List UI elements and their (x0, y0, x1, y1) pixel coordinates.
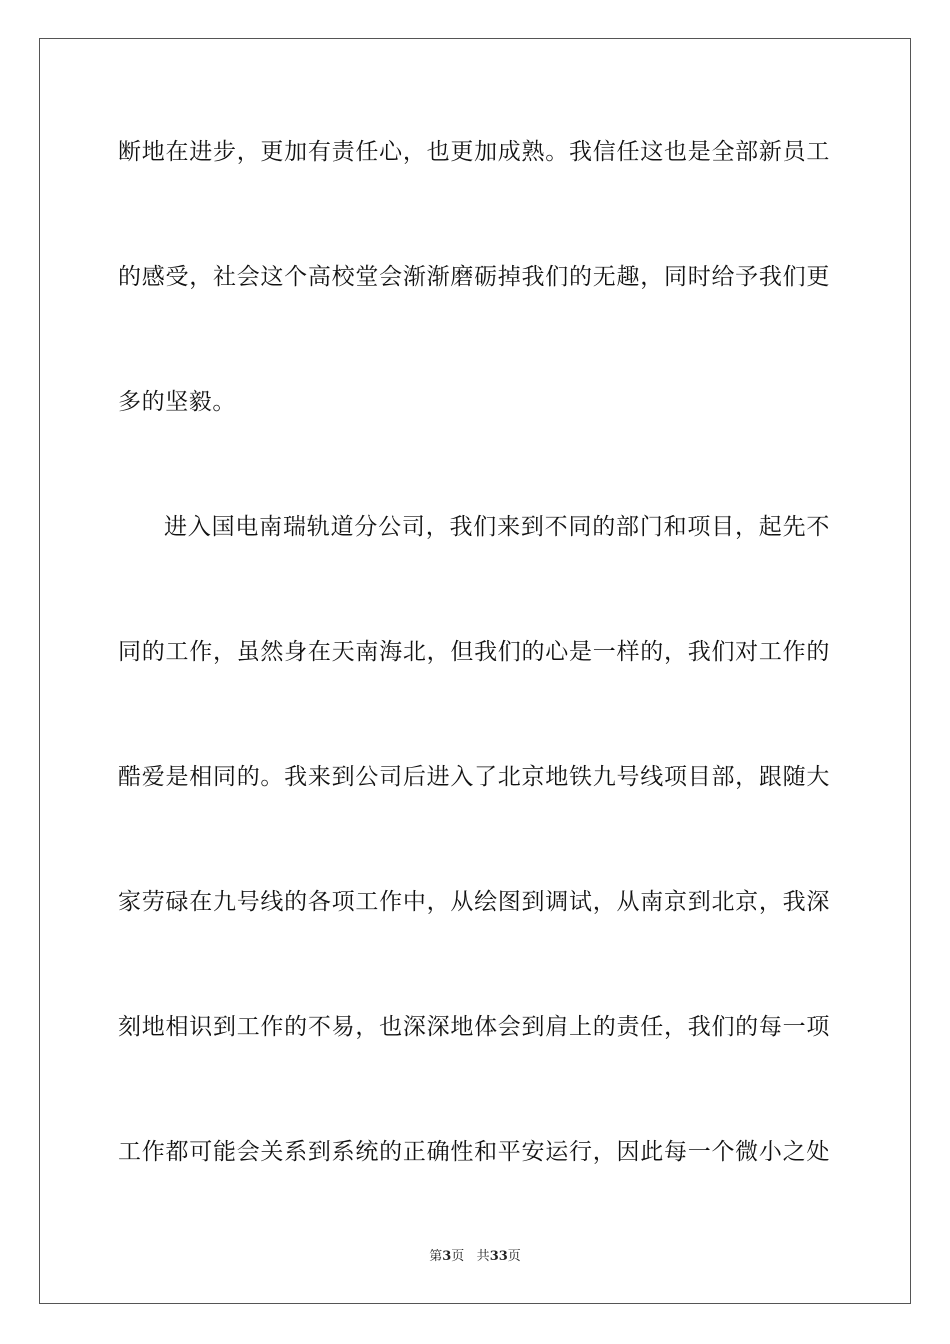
paragraph-line: 的感受，社会这个高校堂会渐渐磨砺掉我们的无趣，同时给予我们更 (118, 264, 830, 290)
total-pages: 33 (489, 1249, 508, 1264)
page-label-suffix: 页 (451, 1249, 465, 1264)
page-label-prefix: 第 (429, 1249, 443, 1264)
paragraph-line: 多的坚毅。 (118, 389, 236, 415)
page-number: 3 (442, 1249, 452, 1264)
paragraph-line: 家劳碌在九号线的各项工作中，从绘图到调试，从南京到北京，我深 (118, 889, 830, 915)
paragraph-line: 同的工作，虽然身在天南海北，但我们的心是一样的，我们对工作的 (118, 639, 830, 665)
total-label-prefix: 共 (476, 1249, 490, 1264)
paragraph-line: 断地在进步，更加有责任心，也更加成熟。我信任这也是全部新员工 (118, 139, 830, 165)
paragraph-line: 工作都可能会关系到系统的正确性和平安运行，因此每一个微小之处 (118, 1139, 830, 1165)
page-footer (0, 1248, 950, 1266)
paragraph-line: 酷爱是相同的。我来到公司后进入了北京地铁九号线项目部，跟随大 (118, 764, 830, 790)
page-border (39, 38, 911, 1304)
paragraph-line: 进入国电南瑞轨道分公司，我们来到不同的部门和项目，起先不 (164, 514, 830, 540)
total-label-suffix: 页 (507, 1249, 521, 1264)
paragraph-line: 刻地相识到工作的不易，也深深地体会到肩上的责任，我们的每一项 (118, 1014, 830, 1040)
